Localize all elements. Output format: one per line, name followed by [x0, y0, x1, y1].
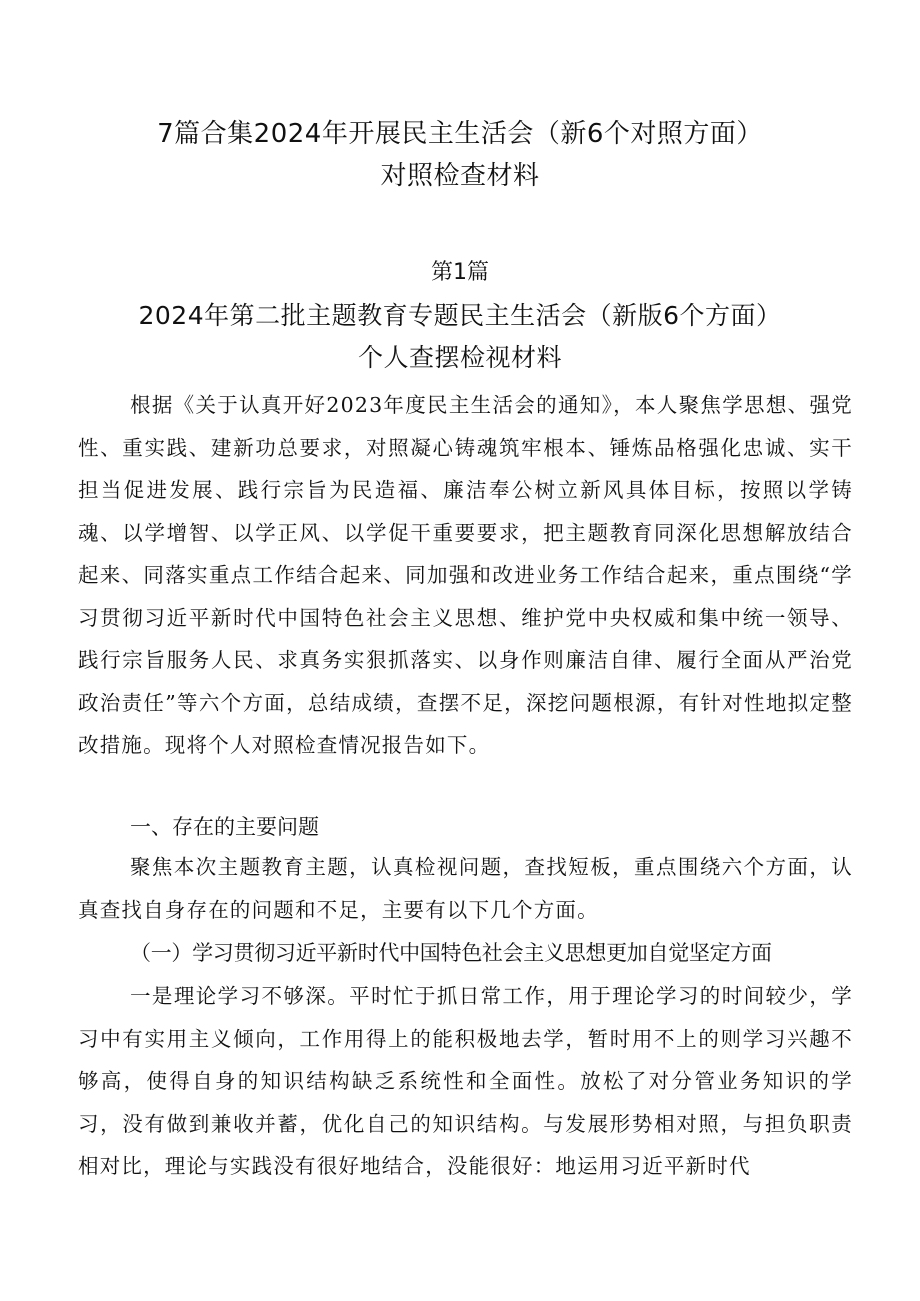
main-title-line1: 7篇合集2024年开展民主生活会（新6个对照方面） — [157, 119, 763, 149]
main-title-line2: 对照检查材料 — [380, 161, 540, 191]
intro-paragraph: 根据《关于认真开好2023年度民主生活会的通知》，本人聚焦学思想、强党性、重实践、建新功总要求，对照凝心铸魂筑牢根本、锤炼品格强化忠诚、实干担当促进发展、践行宗旨为民造福、廉洁奉公树立新风具体目标，按照以学铸魂、以学增智、以学正风、以学促干重要要求，把主题教育同深化思想解放结合起来、同落实重点工作结合起来、同加强和改进业务工作结合起来，重点围绕“学习贯彻习近平新时代中国特色社会主义思想、维护党中央权威和集中统一领导、践行宗旨服务人民、求真务实狠抓落实、以身作则廉洁自律、履行全面从严治党政治责任”等六个方面，总结成绩，查摆不足，深挖问题根源，有针对性地拟定整改措施。现将个人对照检查情况报告如下。 — [78, 393, 853, 757]
section1-heading: 一、存在的主要问题 — [130, 815, 319, 839]
section1-paragraph: 聚焦本次主题教育主题，认真检视问题，查找短板，重点围绕六个方面，认真查找自身存在的问题和不足，主要有以下几个方面。 — [78, 855, 853, 922]
part-label: 第1篇 — [431, 260, 489, 285]
subtitle-line2: 个人查摆检视材料 — [357, 343, 562, 372]
subtitle-line1: 2024年第二批主题教育专题民主生活会（新版6个方面） — [138, 301, 782, 330]
subsection1-heading: （一）学习贯彻习近平新时代中国特色社会主义思想更加自觉坚定方面 — [130, 941, 772, 965]
subsection1-paragraph: 一是理论学习不够深。平时忙于抓日常工作，用于理论学习的时间较少，学习中有实用主义倾向，工作用得上的能积极地去学，暂时用不上的则学习兴趣不够高，使得自身的知识结构缺乏系统性和全面性。放松了对分管业务知识的学习，没有做到兼收并蓄，优化自己的知识结构。与发展形势相对照，与担负职责相对比，理论与实践没有很好地结合，没能很好：地运用习近平新时代 — [78, 984, 853, 1178]
